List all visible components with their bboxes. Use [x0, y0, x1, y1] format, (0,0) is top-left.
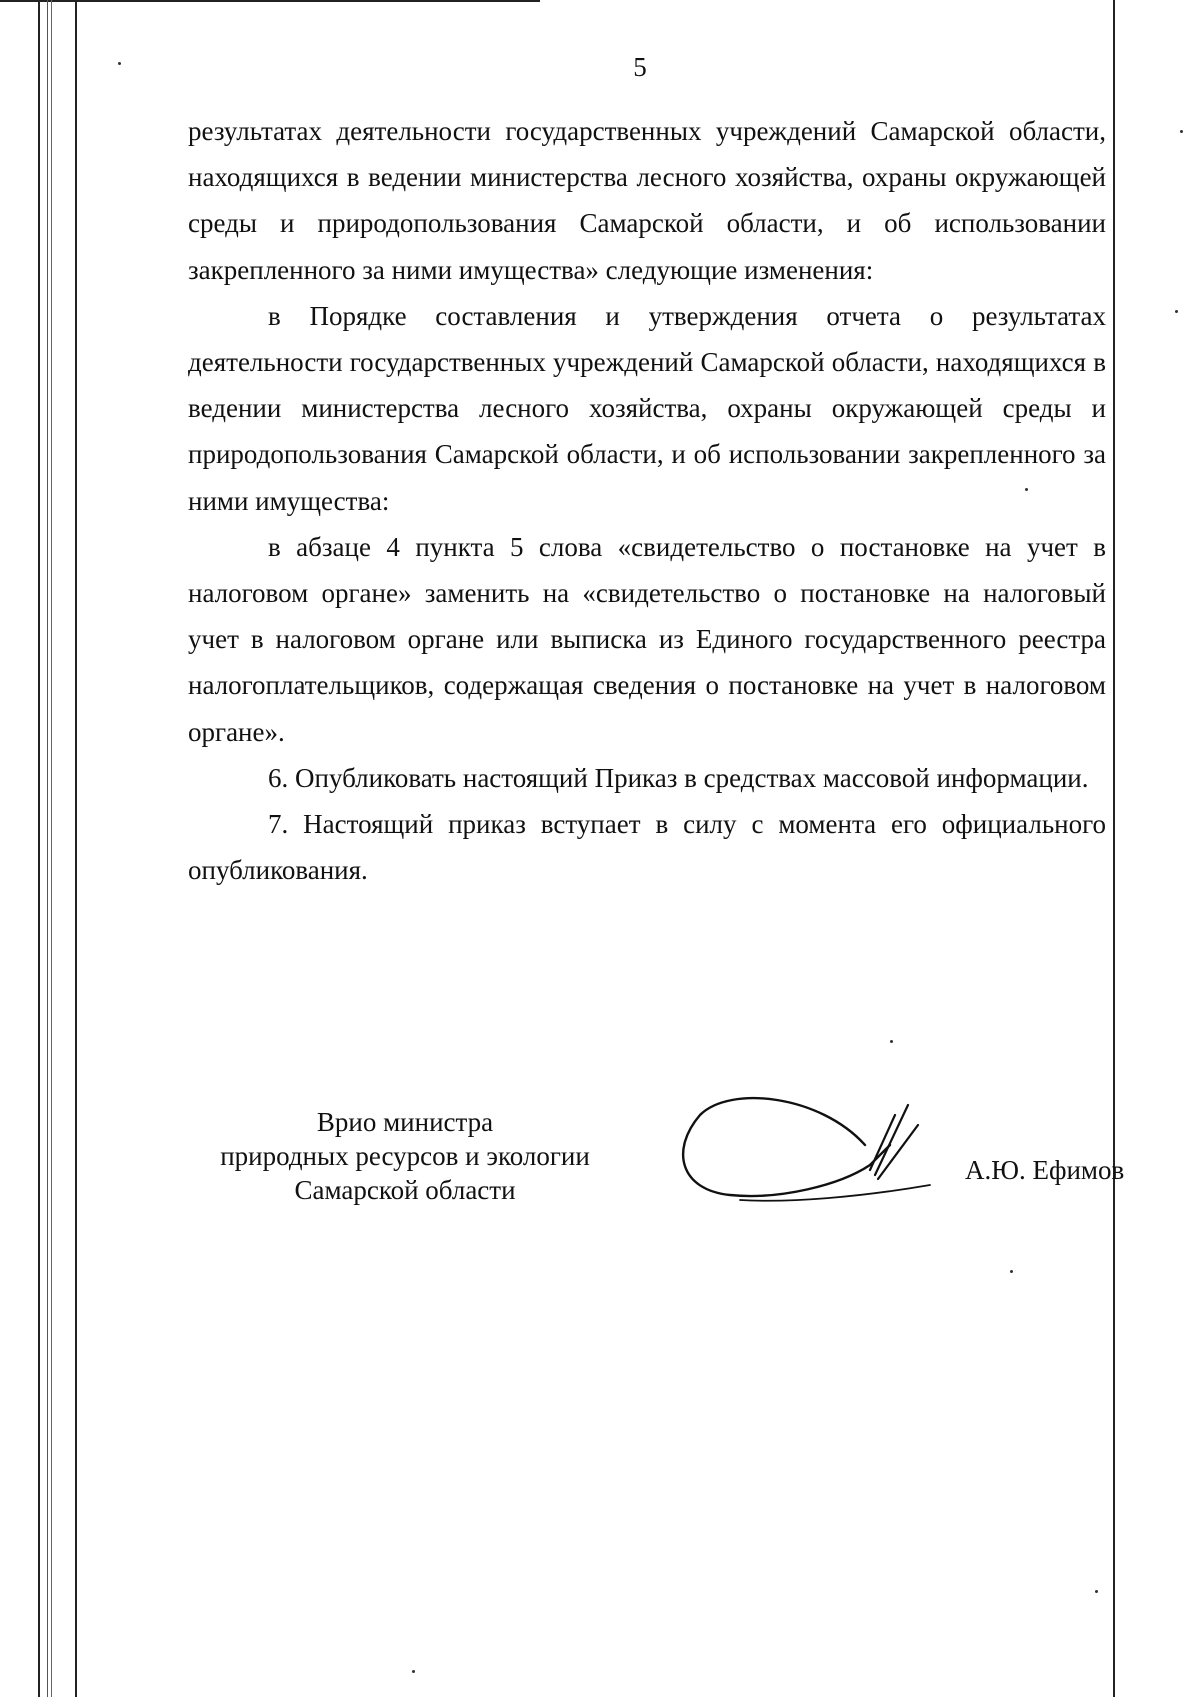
scan-edge-line	[38, 0, 40, 1697]
scan-edge-line	[75, 0, 77, 1697]
scan-speck	[890, 1040, 893, 1043]
paragraph: результатах деятельности государственных учреждений Самарской области, находящихся в ведении министерства лесного хозяйства, охраны окружающей среды и природопользования Самарской области, и об использовании закрепленного за ними имущества» следующие изменения:	[188, 116, 1106, 285]
scan-frame-line	[1113, 0, 1115, 1697]
signatory-name: А.Ю. Ефимов	[965, 1155, 1125, 1185]
signature-title-line: Самарской области	[294, 1175, 516, 1205]
paragraph: 7. Настоящий приказ вступает в силу с момента его официального опубликования.	[188, 809, 1106, 886]
scan-edge-line	[0, 0, 540, 2]
document-body	[188, 108, 1106, 893]
signature-title-line: природных ресурсов и экологии	[220, 1141, 590, 1171]
scan-speck	[118, 62, 121, 65]
paragraph: 6. Опубликовать настоящий Приказ в средствах массовой информации.	[268, 762, 1089, 793]
scan-edge-line	[47, 0, 48, 1697]
scan-edge-line	[51, 0, 52, 1697]
paragraph: в Порядке составления и утверждения отчета о результатах деятельности государственных учреждений Самарской области, находящихся в ведении министерства лесного хозяйства, охраны окружающей среды и природопользования Самарской области, и об использовании закрепленного за ними имущества:	[188, 300, 1106, 516]
signature-title-line: Врио министра	[316, 1107, 494, 1137]
paragraph: в абзаце 4 пункта 5 слова «свидетельство о постановке на учет в налоговом органе» заменить на «свидетельство о постановке на налоговый учет в налоговом органе или выписка из Единого государственного реестра налогоплательщиков, содержащая сведения о постановке на учет в налоговом органе».	[188, 531, 1106, 747]
scan-speck	[1095, 1590, 1098, 1593]
signature-title	[200, 1105, 610, 1207]
scan-speck	[1180, 130, 1183, 133]
handwritten-signature	[670, 1075, 950, 1225]
scan-speck	[412, 1670, 415, 1673]
scan-speck	[1025, 488, 1028, 491]
scan-speck	[1010, 1270, 1013, 1273]
scan-speck	[1175, 310, 1178, 313]
page-number: 5	[633, 52, 647, 82]
